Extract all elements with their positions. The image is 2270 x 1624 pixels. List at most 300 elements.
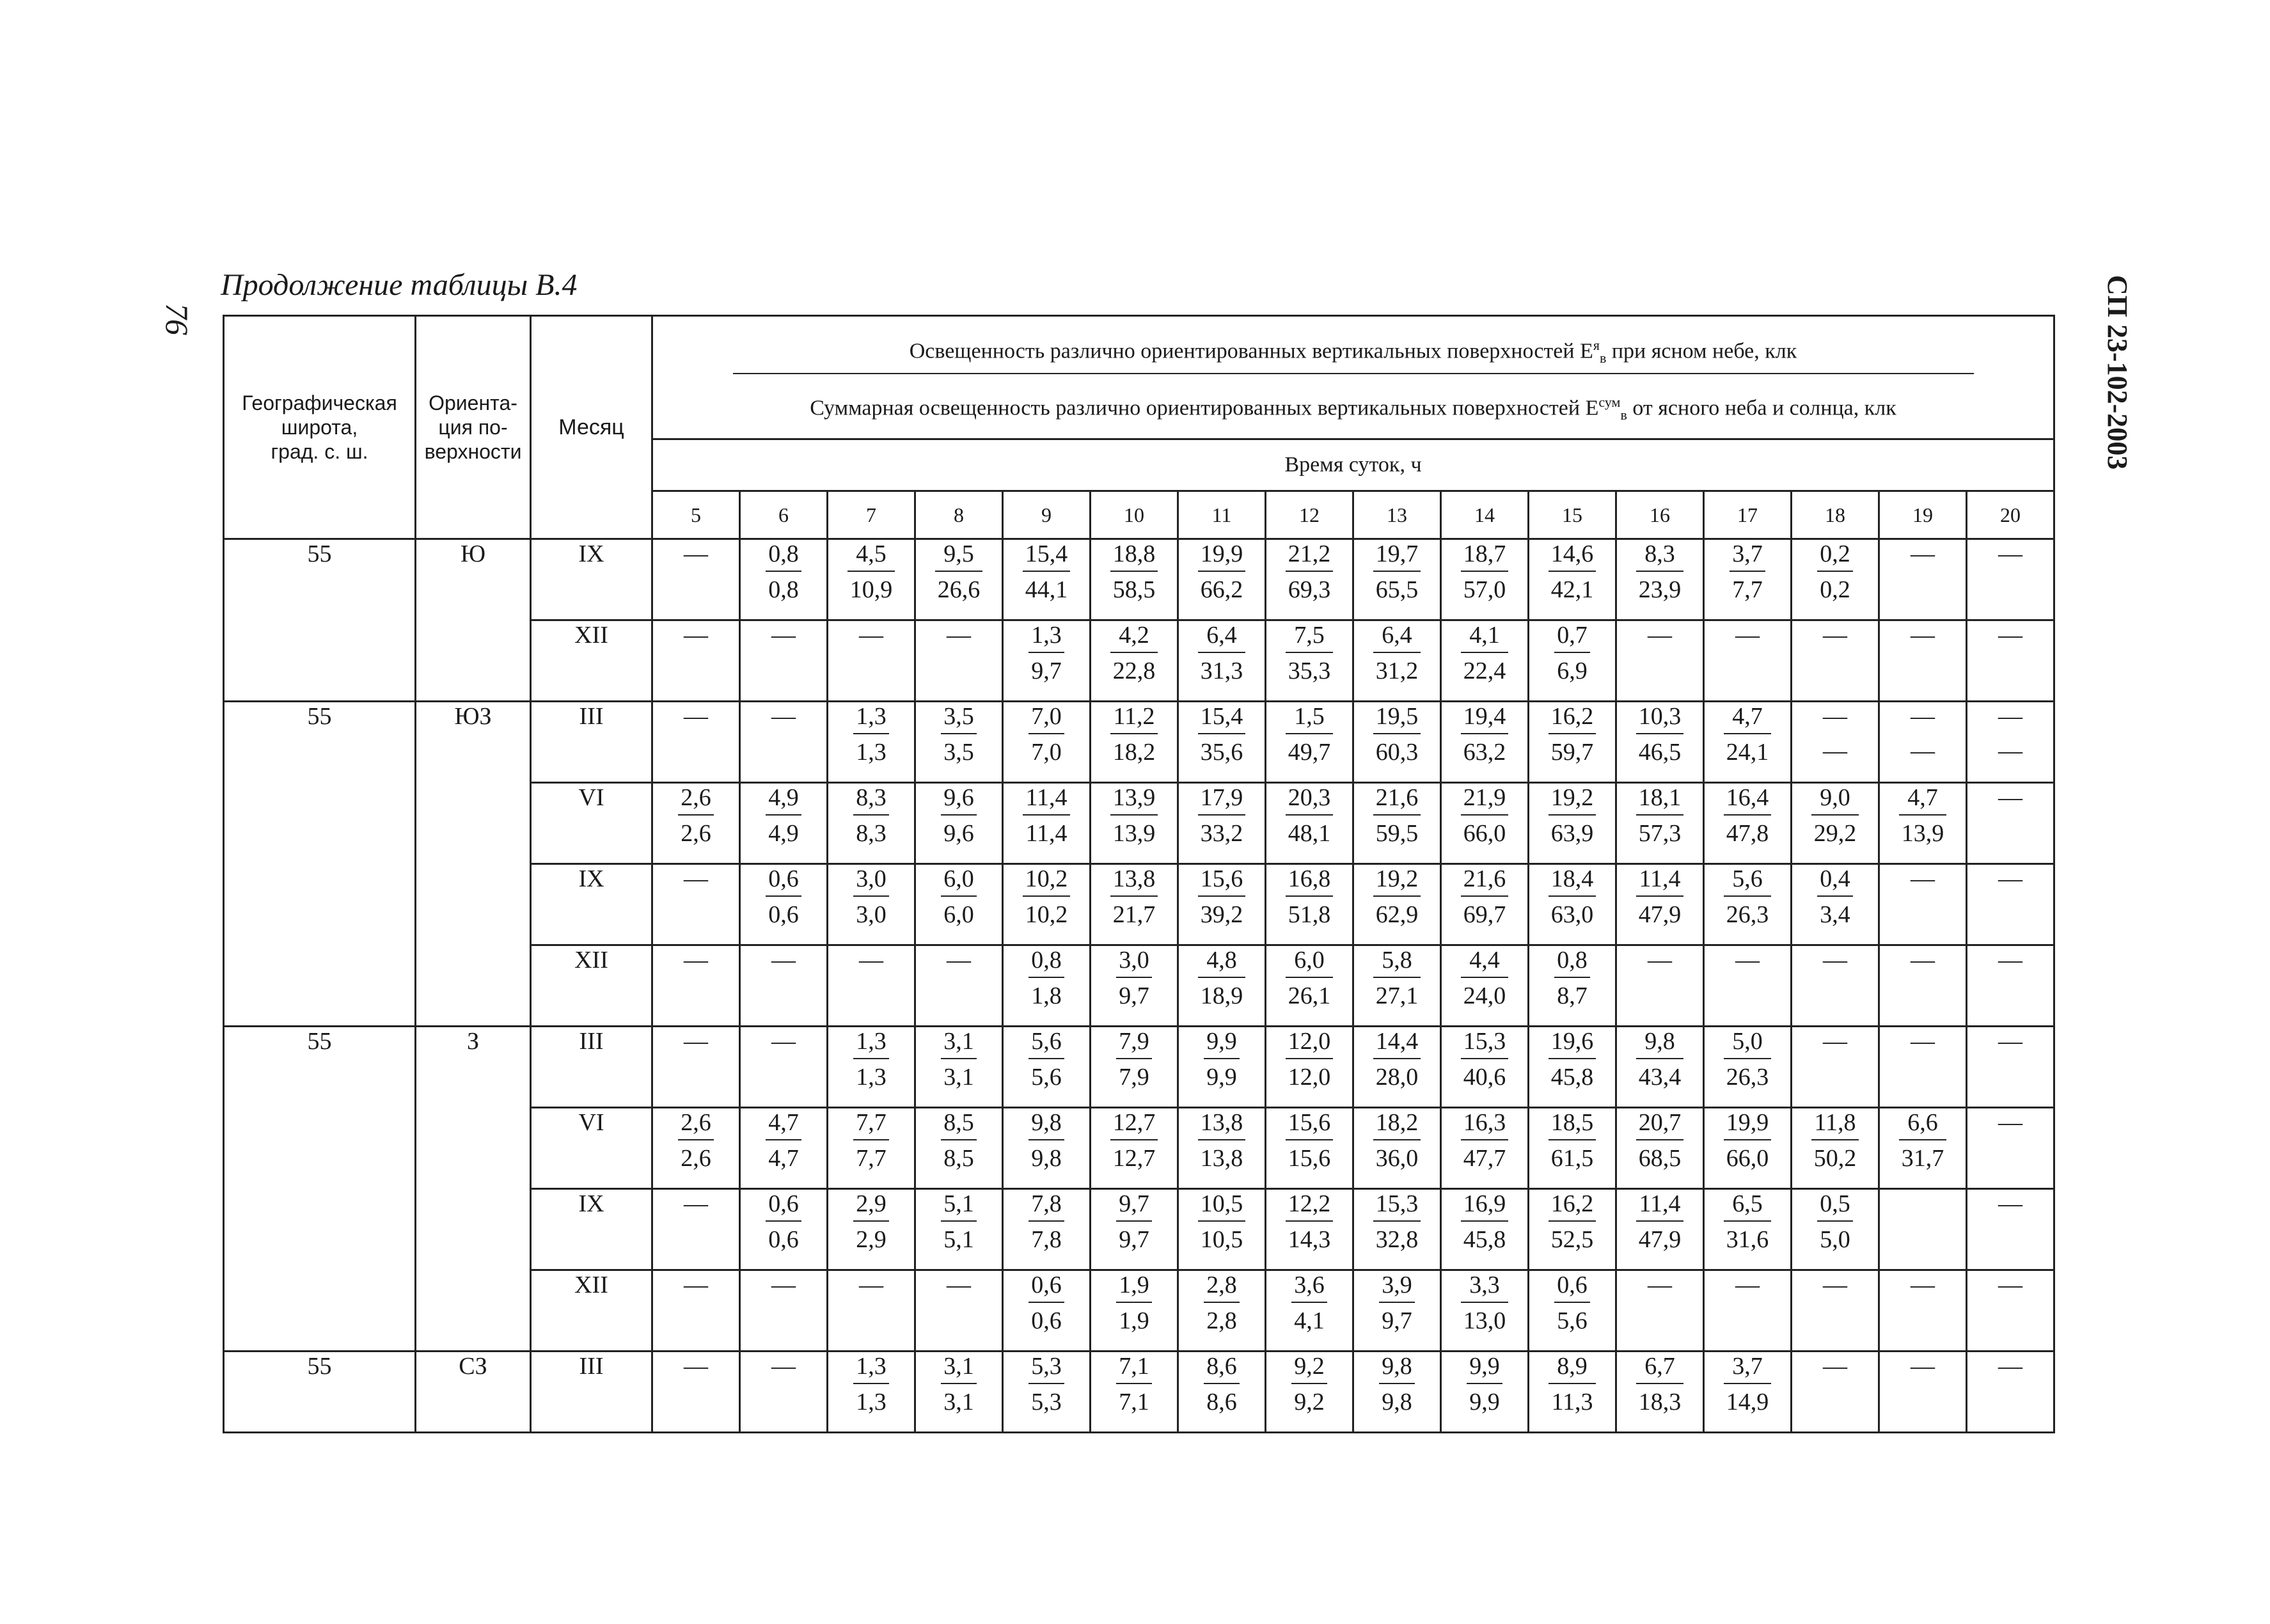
header-hour: 9: [1003, 491, 1091, 539]
clear-sky-value: 1,3: [853, 1352, 889, 1384]
value-cell: [1967, 783, 2054, 864]
month-cell: IX: [531, 1189, 652, 1270]
total-value: 5,0: [1820, 1226, 1850, 1253]
total-value: 52,5: [1550, 1226, 1594, 1253]
clear-sky-value: 16,2: [1549, 702, 1596, 734]
fraction-value: [1116, 1190, 1152, 1254]
total-value: 22,8: [1112, 658, 1156, 684]
total-value: 9,7: [1119, 982, 1149, 1009]
total-value: 61,5: [1550, 1145, 1594, 1172]
total-value: 2,6: [681, 820, 711, 847]
total-value: 63,9: [1550, 820, 1594, 847]
clear-sky-value: 9,0: [1811, 784, 1859, 816]
total-value: 2,8: [1206, 1307, 1237, 1334]
value-cell: [1091, 1189, 1178, 1270]
fraction-value: [1286, 1027, 1334, 1091]
dash-value: —: [1648, 622, 1672, 649]
clear-sky-value: 21,6: [1373, 784, 1421, 816]
value-cell: [828, 539, 915, 620]
value-cell: [915, 1189, 1003, 1270]
fraction-value: [1461, 540, 1509, 604]
value-cell: [1003, 783, 1091, 864]
clear-sky-value: 19,6: [1549, 1027, 1596, 1059]
fraction-value: [766, 1190, 801, 1254]
total-value: 3,1: [943, 1389, 974, 1415]
total-value: 0,6: [768, 1226, 799, 1253]
fraction-value: [1461, 865, 1509, 929]
total-value: 26,6: [937, 576, 981, 603]
header-time-of-day: Время суток, ч: [652, 439, 2054, 491]
dash-value: —: [1998, 622, 2022, 649]
fraction-value: [1373, 1027, 1421, 1091]
fraction-value: [853, 1027, 889, 1091]
latitude-cell: 55: [224, 539, 416, 702]
dash-value: —: [1911, 622, 1935, 649]
value-cell: [1967, 945, 2054, 1027]
value-cell: [828, 1189, 915, 1270]
total-value: 11,4: [1025, 820, 1068, 847]
clear-sky-value: 1,3: [1029, 621, 1064, 653]
value-cell: [1091, 620, 1178, 702]
fraction-value: [1373, 1190, 1421, 1254]
dash-value: —: [1998, 1190, 2022, 1217]
header-hour: 20: [1967, 491, 2054, 539]
clear-sky-value: 13,8: [1198, 1108, 1246, 1140]
orientation-cell: СЗ: [416, 1352, 531, 1433]
fraction-value: [1110, 784, 1158, 847]
value-cell: [1529, 539, 1616, 620]
total-value: 9,7: [1031, 658, 1062, 684]
clear-sky-value: 6,6: [1899, 1108, 1947, 1140]
value-cell: [1003, 945, 1091, 1027]
month-cell: III: [531, 702, 652, 783]
clear-sky-value: 9,9: [1467, 1352, 1502, 1384]
value-cell: [1879, 1108, 1967, 1189]
value-cell: [1879, 945, 1967, 1027]
value-cell: [915, 620, 1003, 702]
clear-sky-value: 0,8: [1029, 946, 1064, 978]
header-total: Суммарная освещенность различно ориентированных вертикальных поверхностей $E^{сум}_в$ от ясного неба и солнца, клк: [810, 394, 1896, 423]
value-cell: [740, 1270, 828, 1352]
total-value: 8,3: [856, 820, 887, 847]
header-month: Месяц: [531, 316, 652, 539]
total-value: 69,3: [1288, 576, 1331, 603]
fraction-value: [1110, 1108, 1158, 1172]
clear-sky-value: 13,9: [1110, 784, 1158, 816]
dash-value: —: [771, 1272, 796, 1298]
total-value: 44,1: [1025, 576, 1068, 603]
fraction-value: [1811, 1108, 1859, 1172]
fraction-value: [1899, 784, 1947, 847]
value-cell: [1529, 783, 1616, 864]
month-cell: VI: [531, 783, 652, 864]
clear-sky-value: 6,0: [1286, 946, 1334, 978]
total-value: 3,1: [943, 1064, 974, 1091]
total-value: 42,1: [1550, 576, 1594, 603]
clear-sky-value: 15,4: [1198, 702, 1246, 734]
clear-sky-value: 0,2: [1817, 540, 1853, 572]
clear-sky-value: 11,4: [1023, 784, 1069, 816]
value-cell: [1616, 864, 1704, 945]
clear-sky-value: 11,4: [1636, 865, 1684, 897]
dash-value: —: [1911, 1028, 1935, 1055]
header-divider: [733, 373, 1974, 374]
total-value: 2,6: [681, 1145, 711, 1172]
dash-value: —: [1911, 703, 1935, 730]
value-cell: [1529, 620, 1616, 702]
fraction-value: [1549, 1190, 1596, 1254]
fraction-value: [1291, 1352, 1327, 1416]
clear-sky-value: 18,8: [1110, 540, 1158, 572]
clear-sky-value: 19,7: [1373, 540, 1421, 572]
fraction-value: [1373, 946, 1421, 1010]
clear-sky-value: 19,2: [1373, 865, 1421, 897]
value-cell: [1003, 620, 1091, 702]
total-value: 47,9: [1638, 1226, 1682, 1253]
total-value: 3,5: [943, 739, 974, 766]
value-cell: [1879, 783, 1967, 864]
clear-sky-value: 5,3: [1029, 1352, 1064, 1384]
clear-sky-value: 0,8: [766, 540, 801, 572]
illuminance-table: [223, 315, 2055, 1433]
value-cell: [1967, 620, 2054, 702]
clear-sky-value: 9,9: [1204, 1027, 1240, 1059]
clear-sky-value: 6,4: [1373, 621, 1421, 653]
fraction-value: [1110, 540, 1158, 604]
clear-sky-value: 3,9: [1379, 1271, 1415, 1303]
month-cell: XII: [531, 945, 652, 1027]
double-dash-value: [1880, 702, 1966, 765]
total-value: 7,0: [1031, 739, 1062, 766]
fraction-value: [1029, 946, 1064, 1010]
clear-sky-value: 7,9: [1116, 1027, 1152, 1059]
total-value: 35,3: [1288, 658, 1331, 684]
total-value: 8,6: [1206, 1389, 1237, 1415]
clear-sky-value: 6,7: [1636, 1352, 1684, 1384]
fraction-value: [1461, 1271, 1509, 1335]
total-value: 47,9: [1638, 901, 1682, 928]
total-value: 1,8: [1031, 982, 1062, 1009]
dash-value: —: [684, 1272, 708, 1298]
value-cell: [1178, 783, 1266, 864]
fraction-value: [941, 702, 977, 766]
value-cell: [652, 620, 740, 702]
header-hour: 19: [1879, 491, 1967, 539]
value-cell: [1266, 864, 1353, 945]
fraction-value: [1029, 1352, 1064, 1416]
total-value: 58,5: [1112, 576, 1156, 603]
clear-sky-value: 18,4: [1549, 865, 1596, 897]
dash-value: —: [1998, 947, 2022, 974]
value-cell: [1353, 702, 1441, 783]
value-cell: [1967, 1189, 2054, 1270]
total-value: 13,9: [1112, 820, 1156, 847]
value-cell: [1266, 945, 1353, 1027]
clear-sky-value: 3,1: [941, 1352, 977, 1384]
value-cell: [915, 1108, 1003, 1189]
clear-sky-value: 21,9: [1461, 784, 1509, 816]
value-cell: [1879, 620, 1967, 702]
clear-sky-value: 19,2: [1549, 784, 1596, 816]
value-cell: [1353, 539, 1441, 620]
month-cell: III: [531, 1352, 652, 1433]
total-value: 47,8: [1726, 820, 1769, 847]
header-latitude: Географическая широта, град. с. ш.: [224, 316, 416, 539]
fraction-value: [1636, 784, 1684, 847]
dash-value: —: [1998, 540, 2022, 567]
dash-value: —: [1735, 622, 1760, 649]
total-value: 31,7: [1901, 1145, 1944, 1172]
clear-sky-value: 15,3: [1461, 1027, 1509, 1059]
dash-value: —: [859, 947, 883, 974]
value-cell: [1003, 1352, 1091, 1433]
value-cell: [1003, 1108, 1091, 1189]
value-cell: [1003, 1189, 1091, 1270]
clear-sky-value: 12,7: [1110, 1108, 1158, 1140]
value-cell: [1879, 864, 1967, 945]
header-hour: 5: [652, 491, 740, 539]
dash-value: —: [1911, 737, 1935, 764]
fraction-value: [1724, 1190, 1772, 1254]
value-cell: [1091, 1027, 1178, 1108]
total-value: 5,3: [1031, 1389, 1062, 1415]
fraction-value: [1029, 1027, 1064, 1091]
fraction-value: [1198, 1190, 1246, 1254]
value-cell: [1967, 864, 2054, 945]
dash-value: —: [771, 1028, 796, 1055]
value-cell: [1353, 1270, 1441, 1352]
total-value: 47,7: [1463, 1145, 1506, 1172]
value-cell: [652, 945, 740, 1027]
dash-value: —: [1911, 865, 1935, 892]
dash-value: —: [1998, 865, 2022, 892]
total-value: 59,5: [1375, 820, 1419, 847]
total-value: 9,9: [1206, 1064, 1237, 1091]
fraction-value: [1110, 621, 1158, 685]
value-cell: [1266, 1108, 1353, 1189]
value-cell: [1616, 702, 1704, 783]
value-cell: [652, 1189, 740, 1270]
total-value: 45,8: [1550, 1064, 1594, 1091]
total-value: 63,0: [1550, 901, 1594, 928]
total-value: 7,7: [856, 1145, 887, 1172]
table-body: [224, 539, 2054, 1433]
total-value: 18,2: [1112, 739, 1156, 766]
value-cell: [652, 783, 740, 864]
value-cell: [1091, 702, 1178, 783]
total-value: 12,0: [1288, 1064, 1331, 1091]
latitude-cell: 55: [224, 1027, 416, 1352]
value-cell: [1003, 539, 1091, 620]
value-cell: [1441, 539, 1529, 620]
value-cell: [1704, 783, 1792, 864]
value-cell: [1441, 1108, 1529, 1189]
fraction-value: [1373, 865, 1421, 929]
clear-sky-value: 18,5: [1549, 1108, 1596, 1140]
value-cell: [915, 783, 1003, 864]
total-value: 66,0: [1726, 1145, 1769, 1172]
value-cell: [740, 620, 828, 702]
clear-sky-value: 0,8: [1554, 946, 1590, 978]
dash-value: —: [1998, 1272, 2022, 1298]
fraction-value: [1198, 865, 1246, 929]
value-cell: [1353, 1108, 1441, 1189]
value-cell: [1792, 539, 1879, 620]
header-hour: 11: [1178, 491, 1266, 539]
clear-sky-value: 9,7: [1116, 1190, 1152, 1222]
header-clear-sky: Освещенность различно ориентированных вертикальных поверхностей $E^я_в$ при ясном небе, клк: [909, 337, 1797, 367]
clear-sky-value: 5,6: [1029, 1027, 1064, 1059]
clear-sky-value: 9,6: [941, 784, 977, 816]
clear-sky-value: 5,1: [941, 1190, 977, 1222]
clear-sky-value: 16,8: [1286, 865, 1334, 897]
clear-sky-value: 10,3: [1636, 702, 1684, 734]
value-cell: [1178, 864, 1266, 945]
clear-sky-value: 7,0: [1029, 702, 1064, 734]
clear-sky-value: 8,3: [1636, 540, 1684, 572]
fraction-value: [1029, 621, 1064, 685]
clear-sky-value: 16,2: [1549, 1190, 1596, 1222]
fraction-value: [1029, 1108, 1064, 1172]
value-cell: [1879, 539, 1967, 620]
clear-sky-value: 20,3: [1286, 784, 1334, 816]
total-value: 12,7: [1112, 1145, 1156, 1172]
clear-sky-value: 19,9: [1724, 1108, 1772, 1140]
total-value: 28,0: [1375, 1064, 1419, 1091]
value-cell: [1529, 1352, 1616, 1433]
fraction-value: [1116, 1352, 1152, 1416]
clear-sky-value: 14,6: [1549, 540, 1596, 572]
fraction-value: [1636, 540, 1684, 604]
value-cell: [1003, 1027, 1091, 1108]
fraction-value: [1724, 702, 1772, 766]
fraction-value: [1286, 621, 1334, 685]
total-value: 50,2: [1813, 1145, 1857, 1172]
clear-sky-value: 4,4: [1461, 946, 1509, 978]
fraction-value: [1286, 540, 1334, 604]
total-value: 43,4: [1638, 1064, 1682, 1091]
fraction-value: [1023, 865, 1071, 929]
value-cell: [1792, 783, 1879, 864]
total-value: 26,1: [1288, 982, 1331, 1009]
clear-sky-value: 16,3: [1461, 1108, 1509, 1140]
value-cell: [1178, 539, 1266, 620]
dash-value: —: [859, 622, 883, 649]
clear-sky-value: 20,7: [1636, 1108, 1684, 1140]
value-cell: [1879, 1189, 1967, 1270]
value-cell: [1704, 1189, 1792, 1270]
clear-sky-value: 21,6: [1461, 865, 1509, 897]
fraction-value: [1461, 702, 1509, 766]
total-value: 18,9: [1200, 982, 1243, 1009]
fraction-value: [1636, 865, 1684, 929]
value-cell: [1967, 1352, 2054, 1433]
dash-value: —: [1823, 622, 1847, 649]
header-hour: 6: [740, 491, 828, 539]
value-cell: [1003, 702, 1091, 783]
fraction-value: [1204, 1027, 1240, 1091]
fraction-value: [853, 865, 889, 929]
value-cell: [1704, 1270, 1792, 1352]
fraction-value: [1116, 1027, 1152, 1091]
fraction-value: [1110, 702, 1158, 766]
value-cell: [1266, 702, 1353, 783]
value-cell: [1178, 1108, 1266, 1189]
fraction-value: [1549, 540, 1596, 604]
value-cell: [1616, 1352, 1704, 1433]
fraction-value: [1204, 1352, 1240, 1416]
fraction-value: [1198, 540, 1246, 604]
header-hour: 10: [1091, 491, 1178, 539]
clear-sky-value: 8,6: [1204, 1352, 1240, 1384]
clear-sky-value: 13,8: [1110, 865, 1158, 897]
clear-sky-value: 7,8: [1029, 1190, 1064, 1222]
value-cell: [915, 1352, 1003, 1433]
fraction-value: [941, 784, 977, 847]
clear-sky-value: 3,0: [853, 865, 889, 897]
value-cell: [1704, 1352, 1792, 1433]
orientation-cell: З: [416, 1027, 531, 1352]
dash-value: —: [1911, 540, 1935, 567]
fraction-value: [1724, 1027, 1772, 1091]
value-cell: [1529, 1027, 1616, 1108]
dash-value: —: [684, 1353, 708, 1380]
value-cell: [1178, 1189, 1266, 1270]
total-value: 46,5: [1638, 739, 1682, 766]
fraction-value: [1549, 1352, 1595, 1416]
clear-sky-value: 8,3: [853, 784, 889, 816]
clear-sky-value: 4,7: [1724, 702, 1772, 734]
clear-sky-value: 9,8: [1379, 1352, 1415, 1384]
value-cell: [915, 945, 1003, 1027]
double-dash-value: [1792, 702, 1878, 765]
value-cell: [1178, 945, 1266, 1027]
clear-sky-value: 1,9: [1116, 1271, 1152, 1303]
value-cell: [1353, 1352, 1441, 1433]
value-cell: [1616, 1189, 1704, 1270]
total-value: 9,7: [1382, 1307, 1412, 1334]
value-cell: [828, 1270, 915, 1352]
fraction-value: [1636, 1352, 1684, 1416]
dash-value: —: [1823, 1272, 1847, 1298]
total-value: 57,3: [1638, 820, 1682, 847]
total-value: 4,1: [1294, 1307, 1325, 1334]
total-value: 7,1: [1119, 1389, 1149, 1415]
dash-value: —: [1823, 947, 1847, 974]
total-value: 13,0: [1463, 1307, 1506, 1334]
clear-sky-value: 4,9: [766, 784, 801, 816]
value-cell: [1441, 1352, 1529, 1433]
value-cell: [1529, 864, 1616, 945]
fraction-value: [1817, 1190, 1853, 1254]
table-caption: Продолжение таблицы В.4: [221, 268, 578, 302]
value-cell: [1879, 1352, 1967, 1433]
fraction-value: [1636, 702, 1684, 766]
total-value: 9,6: [943, 820, 974, 847]
value-cell: [1441, 1270, 1529, 1352]
value-cell: [652, 539, 740, 620]
fraction-value: [1116, 946, 1152, 1010]
clear-sky-value: 11,4: [1636, 1190, 1684, 1222]
total-value: 31,3: [1200, 658, 1243, 684]
total-value: 11,3: [1551, 1389, 1593, 1415]
header-hour: 16: [1616, 491, 1704, 539]
value-cell: [1879, 702, 1967, 783]
header-hour: 7: [828, 491, 915, 539]
fraction-value: [1549, 865, 1596, 929]
value-cell: [915, 702, 1003, 783]
clear-sky-value: 0,5: [1817, 1190, 1853, 1222]
